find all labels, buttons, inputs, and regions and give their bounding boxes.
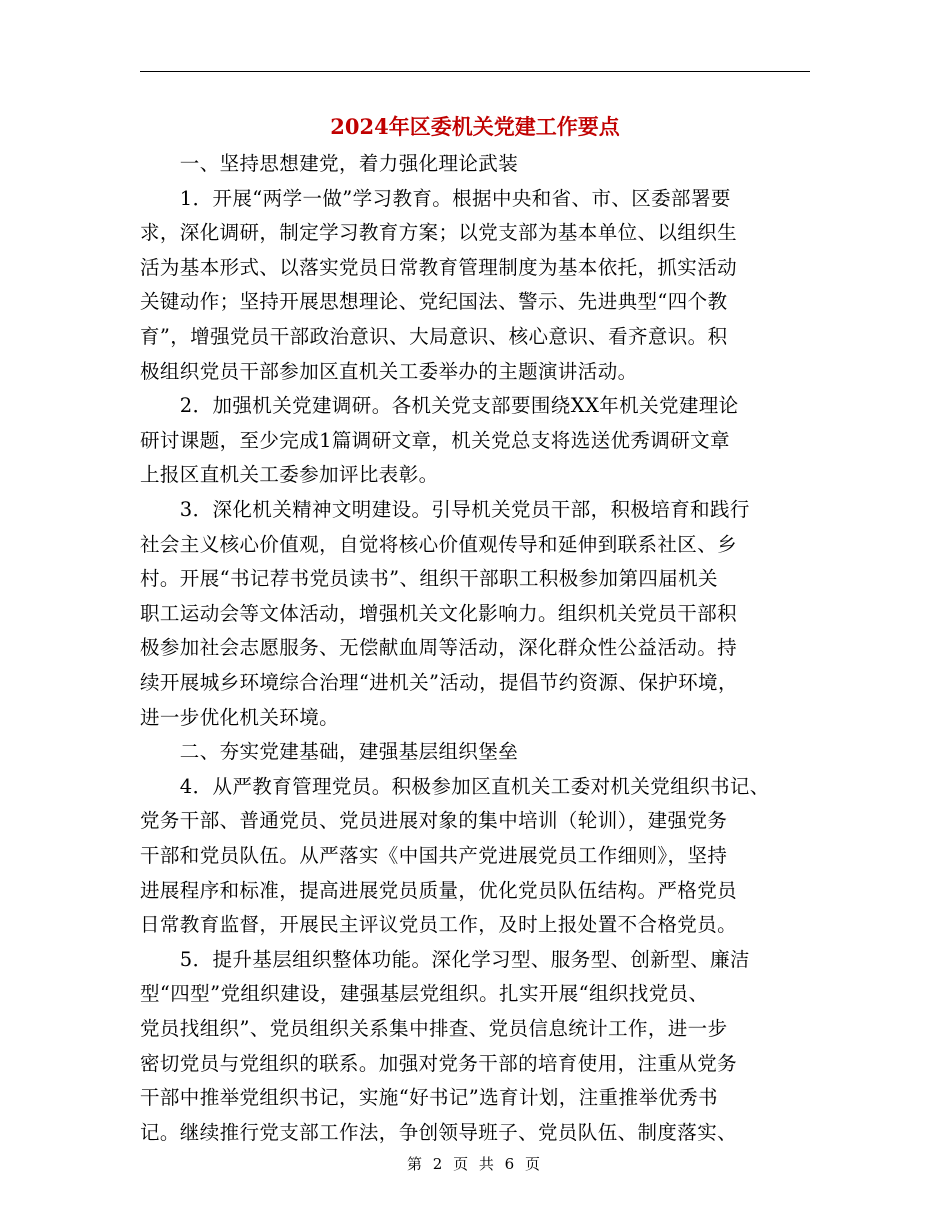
text-line: 极参加社会志愿服务、无偿献血周等活动，深化群众性公益活动。持 (140, 636, 738, 660)
text-line: 记。继续推行党支部工作法，争创领导班子、党员队伍、制度落实、 (140, 1120, 738, 1144)
text-line: 1．开展“两学一做”学习教育。根据中央和省、市、区委部署要 (140, 186, 731, 210)
text-line: 研讨课题，至少完成1篇调研文章，机关党总支将选送优秀调研文章 (140, 428, 730, 452)
text-line: 进一步优化机关环境。 (140, 705, 340, 729)
text-line: 二、夯实党建基础，建强基层组织堡垒 (140, 740, 519, 764)
text-line: 党务干部、普通党员、党员进展对象的集中培训（轮训），建强党务 (140, 809, 728, 833)
text-line: 续开展城乡环境综合治理“进机关”活动，提倡节约资源、保护环境， (140, 671, 738, 694)
text-line: 日常教育监督，开展民主评议党员工作，及时上报处置不合格党员。 (140, 913, 738, 937)
text-line: 5．提升基层组织整体功能。深化学习型、服务型、创新型、廉洁 (140, 947, 750, 971)
text-line: 活为基本形式、以落实党员日常教育管理制度为基本依托，抓实活动 (140, 255, 738, 279)
text-line: 关键动作；坚持开展思想理论、党纪国法、警示、先进典型“四个教 (140, 290, 728, 314)
text-line: 党员找组织”、党员组织关系集中排查、党员信息统计工作，进一步 (140, 1017, 728, 1040)
text-line: 干部和党员队伍。从严落实《中国共产党进展党员工作细则》，坚持 (140, 844, 728, 867)
text-line: 极组织党员干部参加区直机关工委举办的主题演讲活动。 (140, 359, 638, 383)
document-title: 2024年区委机关党建工作要点 (330, 114, 620, 139)
text-line: 一、坚持思想建党，着力强化理论武装 (140, 152, 519, 175)
text-line: 密切党员与党组织的联系。加强对党务干部的培育使用，注重从党务 (140, 1051, 738, 1075)
text-line: 4．从严教育管理党员。积极参加区直机关工委对机关党组织书记、 (140, 774, 770, 798)
header-rule (140, 71, 810, 72)
page-indicator: 第 2 页 共 6 页 (407, 1155, 543, 1173)
text-line: 型“四型”党组织建设，建强基层党组织。扎实开展“组织找党员、 (140, 982, 709, 1006)
text-line: 3．深化机关精神文明建设。引导机关党员干部，积极培育和践行 (140, 498, 750, 521)
text-line: 求，深化调研，制定学习教育方案；以党支部为基本单位、以组织生 (140, 221, 738, 245)
text-line: 村。开展“书记荐书党员读书”、组织干部职工积极参加第四届机关 (140, 567, 718, 591)
text-line: 2．加强机关党建调研。各机关党支部要围绕XX年机关党建理论 (140, 394, 739, 418)
text-line: 干部中推举党组织书记，实施“好书记”选育计划，注重推举优秀书 (140, 1086, 718, 1110)
text-line: 社会主义核心价值观，自觉将核心价值观传导和延伸到联系社区、乡 (140, 532, 738, 556)
text-line: 职工运动会等文体活动，增强机关文化影响力。组织机关党员干部积 (140, 601, 738, 625)
text-line: 进展程序和标准，提高进展党员质量，优化党员队伍结构。严格党员 (140, 878, 738, 902)
text-line: 育”，增强党员干部政治意识、大局意识、核心意识、看齐意识。积 (140, 325, 728, 348)
text-line: 上报区直机关工委参加评比表彰。 (140, 463, 439, 487)
